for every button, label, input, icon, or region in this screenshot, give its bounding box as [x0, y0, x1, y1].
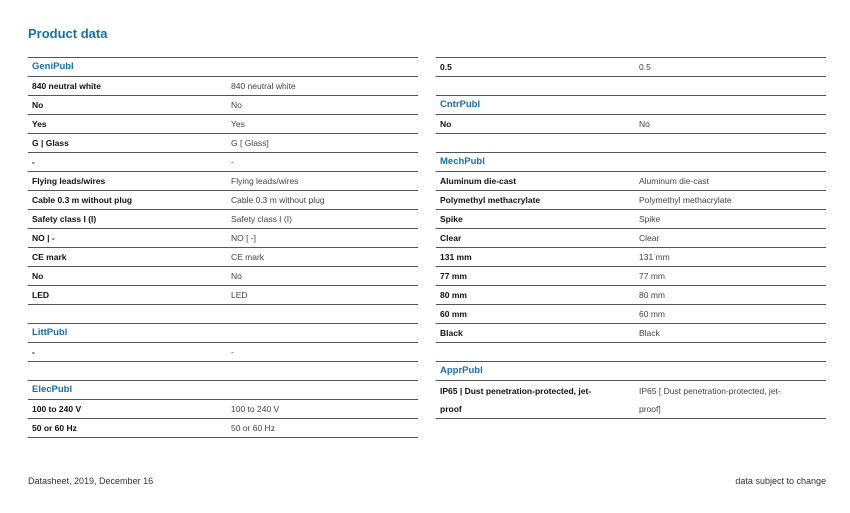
table-row: [436, 324, 826, 343]
mechpubl-rows: [436, 172, 826, 343]
page-title: Product data: [28, 26, 108, 41]
row-key-line: proof: [440, 404, 462, 414]
row-key: 60 mm: [440, 309, 467, 319]
table-row: [28, 343, 418, 362]
row-key: 80 mm: [440, 290, 467, 300]
right-column: [436, 57, 826, 419]
footer-disclaimer: data subject to change: [735, 476, 826, 486]
row-value: NO [ -]: [231, 233, 257, 243]
section-header-cntrpubl: CntrPubl: [436, 95, 826, 115]
table-row: [436, 229, 826, 248]
row-value: Cable 0.3 m without plug: [231, 195, 325, 205]
row-key-line: IP65 | Dust penetration-protected, jet-: [440, 386, 592, 396]
section-header-littpubl: LittPubl: [28, 323, 418, 343]
row-value: No: [231, 100, 242, 110]
row-key: LED: [32, 290, 49, 300]
table-row: [436, 248, 826, 267]
row-value: Yes: [231, 119, 245, 129]
table-row: [436, 210, 826, 229]
row-key: [436, 381, 639, 418]
table-row: [28, 153, 418, 172]
row-key: G | Glass: [32, 138, 69, 148]
spacer: [436, 343, 826, 361]
row-key: Clear: [440, 233, 462, 243]
row-value: 131 mm: [639, 252, 670, 262]
row-value: 50 or 60 Hz: [231, 423, 275, 433]
row-value: -: [231, 347, 234, 357]
table-row: [28, 210, 418, 229]
row-value: 840 neutral white: [231, 81, 296, 91]
table-row: [436, 172, 826, 191]
row-key: 100 to 240 V: [32, 404, 82, 414]
row-key: 77 mm: [440, 271, 467, 281]
row-key: Safety class I (I): [32, 214, 97, 224]
row-value: -: [231, 157, 234, 167]
row-key: 50 or 60 Hz: [32, 423, 77, 433]
table-row: [28, 248, 418, 267]
row-value: 0.5: [639, 62, 651, 72]
row-value-line: IP65 [ Dust penetration-protected, jet-: [639, 386, 781, 396]
left-column: [28, 57, 418, 438]
row-value: 80 mm: [639, 290, 665, 300]
row-value: Clear: [639, 233, 660, 243]
row-key: NO | -: [32, 233, 55, 243]
row-value: Black: [639, 328, 660, 338]
row-value: Spike: [639, 214, 661, 224]
row-value: Safety class I (I): [231, 214, 292, 224]
table-row: [28, 172, 418, 191]
littpubl-rows: [28, 343, 418, 362]
row-value-line: proof]: [639, 404, 661, 414]
row-key: 840 neutral white: [32, 81, 101, 91]
spacer: [436, 77, 826, 95]
row-key: Polymethyl methacrylate: [440, 195, 541, 205]
row-value: G [ Glass]: [231, 138, 269, 148]
table-row: [28, 229, 418, 248]
table-row: [28, 191, 418, 210]
table-row: [28, 419, 418, 438]
table-row: [28, 96, 418, 115]
table-row: [436, 381, 826, 419]
row-key: Flying leads/wires: [32, 176, 106, 186]
spacer: [436, 134, 826, 152]
table-row: [436, 57, 826, 77]
row-key: No: [32, 271, 44, 281]
row-value: No: [231, 271, 242, 281]
row-value: LED: [231, 290, 248, 300]
row-key: Cable 0.3 m without plug: [32, 195, 133, 205]
row-value: 100 to 240 V: [231, 404, 280, 414]
row-value: Polymethyl methacrylate: [639, 195, 732, 205]
section-header-mechpubl: MechPubl: [436, 152, 826, 172]
table-row: [436, 305, 826, 324]
section-header-apprpubl: ApprPubl: [436, 361, 826, 381]
row-key: Aluminum die-cast: [440, 176, 517, 186]
footer-date: Datasheet, 2019, December 16: [28, 476, 154, 486]
genipubl-rows: [28, 77, 418, 305]
row-key: CE mark: [32, 252, 67, 262]
row-value: Aluminum die-cast: [639, 176, 709, 186]
row-value: CE mark: [231, 252, 265, 262]
table-row: [28, 115, 418, 134]
row-value: 77 mm: [639, 271, 665, 281]
row-key: No: [32, 100, 44, 110]
cntrpubl-rows: [436, 115, 826, 134]
row-key: Spike: [440, 214, 463, 224]
row-key: Yes: [32, 119, 47, 129]
row-value: [639, 381, 826, 418]
row-key: Black: [440, 328, 463, 338]
table-row: [436, 115, 826, 134]
table-row: [436, 286, 826, 305]
table-row: [436, 267, 826, 286]
row-key: 131 mm: [440, 252, 472, 262]
table-row: [28, 267, 418, 286]
spacer: [28, 305, 418, 323]
section-header-genipubl: GeniPubl: [28, 57, 418, 77]
table-row: [28, 134, 418, 153]
row-value: No: [639, 119, 650, 129]
table-row: [28, 286, 418, 305]
row-key: 0.5: [440, 62, 452, 72]
section-header-elecpubl: ElecPubl: [28, 380, 418, 400]
row-key: No: [440, 119, 452, 129]
table-row: [436, 191, 826, 210]
spacer: [28, 362, 418, 380]
elecpubl-rows: [28, 400, 418, 438]
row-value: Flying leads/wires: [231, 176, 299, 186]
table-row: [28, 400, 418, 419]
row-value: 60 mm: [639, 309, 665, 319]
row-key: -: [32, 347, 35, 357]
row-key: -: [32, 157, 35, 167]
table-row: [28, 77, 418, 96]
